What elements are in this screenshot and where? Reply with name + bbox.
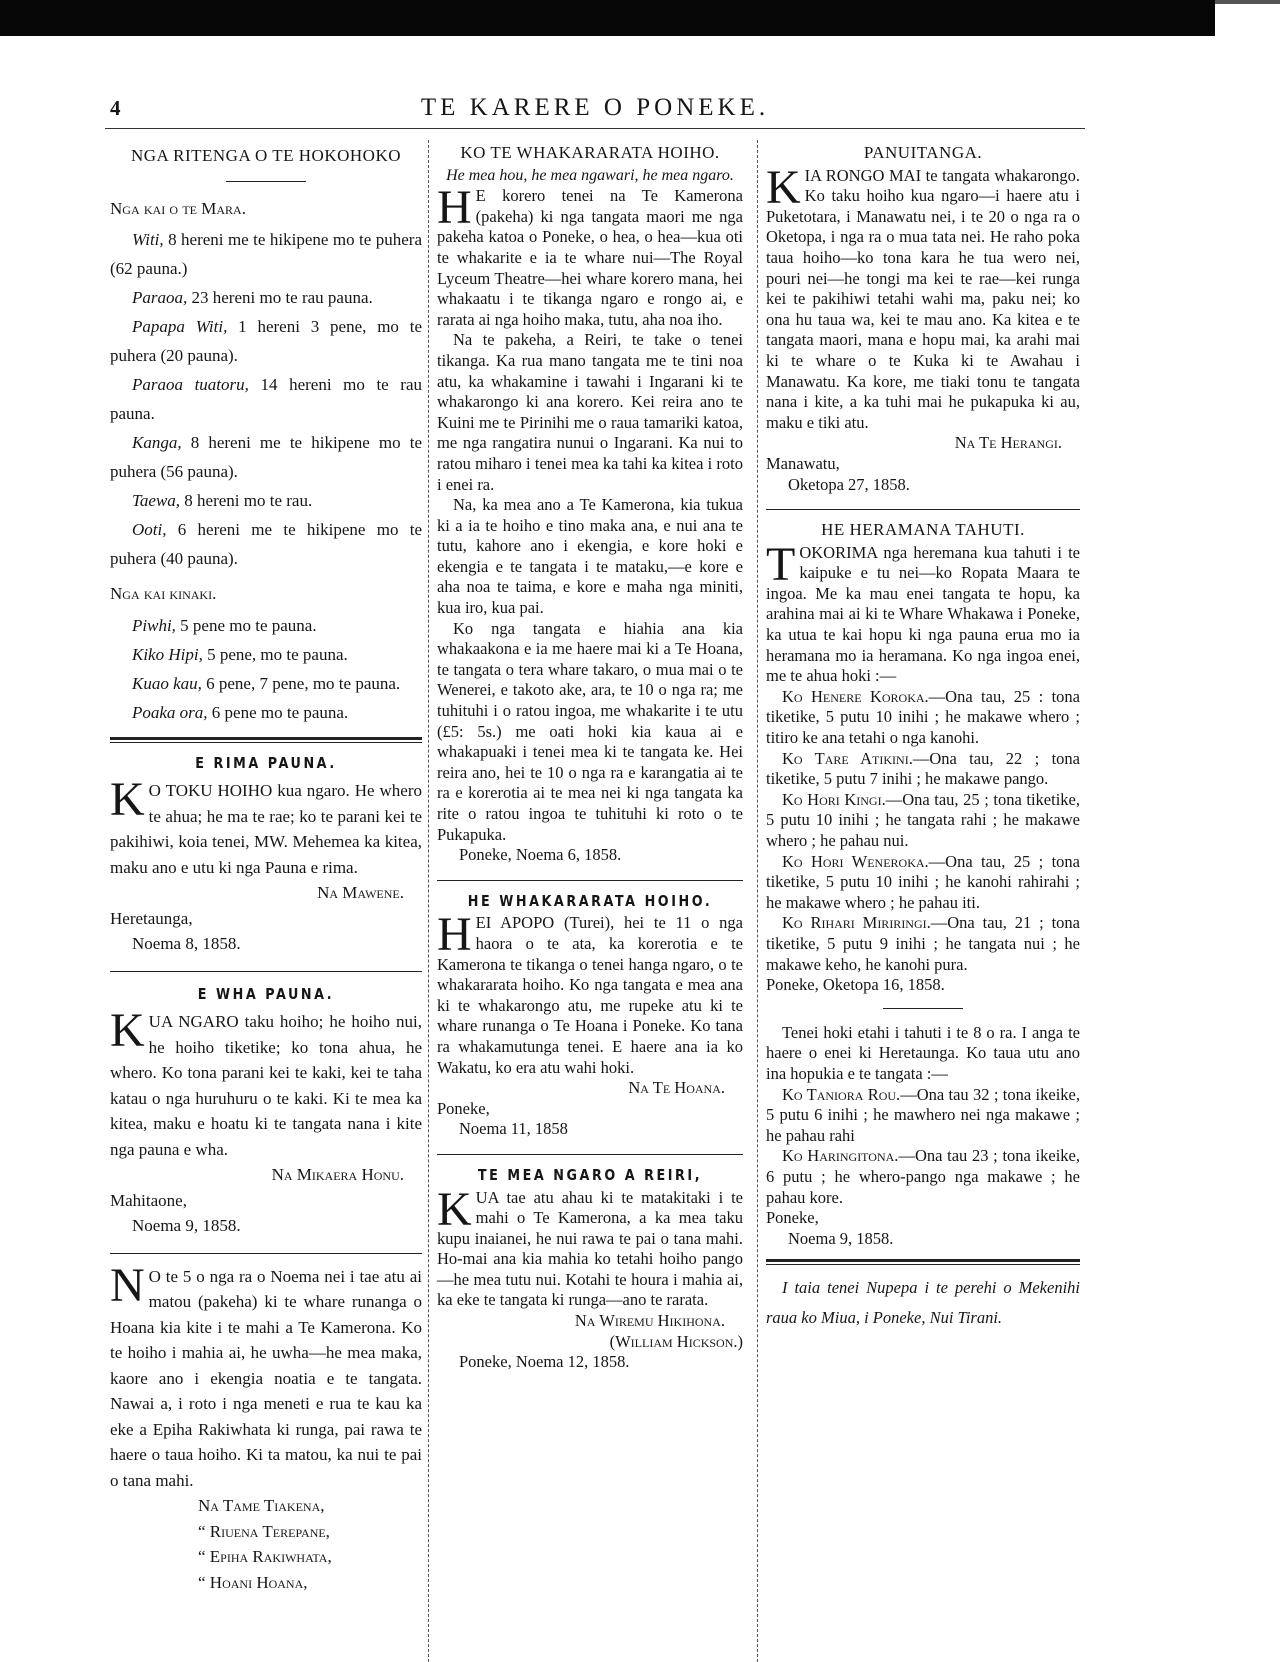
paragraph (110, 1258, 422, 1494)
notice-heading: E RIMA PAUNA. (195, 753, 337, 772)
price-item-value: 6 pene, 7 pene, mo te pauna. (201, 673, 401, 693)
price-item-name: Poaka ora, (132, 702, 208, 722)
paragraph-text: —Ona tau, 25 : tona tiketike, 5 putu 10 inihi ; he makawe whero ; titiro ke ana tetahi o nga kanohi. (766, 686, 1080, 748)
price-item-value: 8 hereni me te hikipene mo te puhera (62 pauna.) (110, 230, 422, 278)
price-item-name: Witi, (132, 230, 164, 249)
scan-top-edge (0, 0, 1215, 36)
price-item (110, 698, 422, 727)
dateline-date: Noema 8, 1858. (132, 934, 241, 953)
signature: Na Mawene. (317, 883, 404, 902)
paragraph-text: Na, ka mea ano a Te Kamerona, kia tukua ki a ia te hoiho e tino maka ana, e nui ana te tutu, kahore ano i ekengia, e kore hoki e ekengia e te tangata i te mataku,—e kore e aha noa te taima, e kore e maha nga miniti, kua iro, kua pai. (437, 495, 743, 618)
paragraph-text: —Ona tau, 21 ; tona tiketike, 5 putu 9 inihi ; he tangata nui ; he makawe keho, he kanohi pura. (766, 913, 1080, 974)
signature-translation: (William Hickson.) (609, 1331, 743, 1351)
masthead (105, 94, 1085, 129)
price-item-value: 5 pene mo te pauna. (175, 615, 317, 635)
price-item (110, 611, 422, 640)
section-label: Nga kai kinaki. (110, 584, 217, 603)
price-item (110, 225, 422, 283)
paragraph (437, 330, 743, 495)
dateline-date: Oketopa 27, 1858. (788, 474, 910, 494)
person-name: Ko Tare Atikini. (782, 748, 913, 768)
dateline-date: Poneke, Noema 6, 1858. (459, 845, 622, 865)
paragraph (766, 1023, 1080, 1085)
section-rule (110, 971, 422, 972)
signatory-name: Na Tame Tiakena, (198, 1496, 325, 1515)
paragraph (766, 913, 1080, 975)
dateline-date: Poneke, Noema 12, 1858. (459, 1352, 630, 1372)
drop-cap: K (110, 1004, 145, 1057)
price-item (110, 370, 422, 428)
price-item (110, 312, 422, 370)
paragraph-text: tae atu ahau ki te matakitaki i te mahi o Te Kamerona, a ka mea taku kupu inaianei, he nui rawa te pai o tana mahi. Ho-mai ana kia mahia ko tetahi hoiho pango—he mea tutu nui. Kotahi te houra i mahia ai, ka eke te tangata ki runga—ano te rarata. (437, 1187, 743, 1310)
lead-caps: UA NGARO (148, 1012, 239, 1031)
price-item (110, 486, 422, 515)
paragraph-text: —Ona tau, 22 ; tona tiketike, 5 putu 7 inihi ; he makawe pango. (766, 748, 1080, 789)
paragraph (437, 495, 743, 619)
signature: Na Mikaera Honu. (271, 1165, 404, 1184)
signature: Na Wiremu Hikihona. (574, 1311, 725, 1331)
paragraph (766, 1085, 1080, 1147)
drop-cap: N (110, 1258, 145, 1312)
lead-caps: O (148, 1266, 161, 1286)
double-rule (110, 737, 422, 743)
price-item-name: Papapa Witi, (132, 317, 228, 336)
price-item-value: 6 hereni me te hikipene mo te puhera (40 pauna). (110, 520, 422, 568)
paragraph-text: —Ona tau, 25 ; tona tiketike, 5 putu 10 inihi ; he tangata rahi ; he makawe whero ; he pahau nui. (766, 789, 1081, 850)
newspaper-title: TE KARERE O PONEKE. (420, 94, 770, 121)
paragraph-text: Na te pakeha, a Reiri, te take o tenei tikanga. Ka rua mano tangata me te tini noa atu, ka whakamine i tawahi i Ingarani ki te whakarongo ki ana korero. Kei reira ano te Kuini me te Pirinihi me o raua tamariki katoa, me nga rangatira nunui o Ingarani. Ka nui to ratou miharo i tenei mea ka tahi ka kitea i roto i enei ra. (437, 330, 743, 494)
price-item-value: 23 hereni mo te rau pauna. (187, 288, 373, 307)
article-heading: NGA RITENGA O TE HOKOHOKO (130, 146, 401, 165)
signatory-name: “ Hoani Hoana, (198, 1572, 308, 1592)
price-item-value: 8 hereni mo te rau. (180, 491, 313, 510)
paragraph-text: Ko nga tangata e hiahia ana kia whakaakona e ia me haere mai ki a Te Hoana, te tangata o tera whare takaro, o mua mai o te Wenerei, e takoto ake, ara, te 10 o nga ra; me tuhituhi i o ratou ingoa, me whakarite i te utu (£5: 5s.) me oati hoki kia kaua ai e whakapuaki i tenei mea ki te tangata ke. Hei reira ano, hei te 10 o nga ra e karangatia ai te ra e korerotia ai te mea nei ki nga tangata ka rite o ratou ingoa te tuhituhi ki roto o te Pukapuka. (437, 618, 743, 844)
lead-caps: UA (475, 1187, 499, 1207)
signature: Na Te Hoana. (628, 1078, 725, 1098)
dateline-date: Noema 11, 1858 (459, 1119, 568, 1139)
price-item-value: 8 hereni me te hikipene mo te puhera (56 pauna). (110, 433, 422, 481)
price-item-name: Kuao kau, (132, 673, 202, 693)
price-item-name: Piwhi, (132, 615, 176, 635)
column-right (766, 140, 1080, 1333)
person-name: Ko Hori Weneroka. (782, 851, 929, 871)
paragraph-text: —Ona tau, 25 ; tona tiketike, 5 putu 10 inihi ; he kanohi rahirahi ; he makawe whero ; he pahau iti. (766, 851, 1080, 912)
column-divider (428, 140, 429, 1662)
dateline-place: Poneke, Oketopa 16, 1858. (766, 975, 945, 995)
section-label: Nga kai o te Mara. (110, 198, 246, 218)
price-item (110, 283, 422, 312)
person-name: Ko Rihari Miriringi. (782, 913, 931, 933)
short-rule (883, 1008, 963, 1009)
signature: Na Te Herangi. (954, 433, 1062, 453)
lead-caps: IA RONGO MAI (804, 165, 922, 185)
scan-top-edge-tail (1215, 0, 1280, 4)
article-heading: KO TE WHAKARARATA HOIHO. (460, 143, 720, 162)
short-rule (226, 181, 306, 182)
printer-imprint: I taia tenei Nupepa i te perehi o Mekenihi raua ko Miua, i Poneke, Nui Tirani. (766, 1278, 1080, 1328)
price-item-value: 14 hereni mo te rau pauna. (110, 375, 422, 423)
paragraph-text: (Turei), hei te 11 o nga haora o te ata, ka korerotia e te Kamerona te tikanga o tenei hanga ngaro, o te whakararata hoiho. Ko nga tangata e mea ana ki te whakarongo atu, me rupeke atu ki te whare runanga o Te Hoana i Poneke. Ko tana ra whakamutunga tenei. E haere ana ia ko Wakatu, ko era atu wahi hoki. (437, 913, 744, 1077)
paragraph (766, 852, 1080, 914)
paragraph-text: taku hoiho; he hoiho nui, he hoiho tiketike; ko tona ahua, he whero. Ko tona parani kei te kaki, kei te taha katau o nga huruhuru o te kaki. Ki te mea ka kitea, maku e hoatu ki te tangata nana i kite nga pauna e wha. (110, 1012, 422, 1159)
paragraph (766, 1146, 1080, 1208)
price-item (110, 515, 422, 573)
paragraph (437, 619, 743, 846)
section-rule (437, 880, 743, 881)
column-middle (437, 140, 743, 1373)
dateline-date: Noema 9, 1858. (788, 1228, 894, 1248)
page-number: 4 (110, 96, 121, 120)
dateline-date: Noema 9, 1858. (132, 1216, 241, 1235)
notice-heading: E WHA PAUNA. (197, 984, 335, 1003)
paragraph (766, 790, 1080, 852)
price-item-name: Paraoa, (132, 288, 188, 307)
price-item-value: 6 pene mo te pauna. (207, 702, 349, 722)
notice-heading: TE MEA NGARO A REIRI, (477, 1165, 703, 1184)
paragraph-text: te 5 o nga ra o Noema nei i tae atu ai matou (pakeha) ki te whare runanga o Hoana kia kite i te mahi a Te Kamerona. Ko te hoiho i mahia ai, he uwha—he mea maka, kaore ano i ekengia noatia e te tangata. Nawai a, i roto i nga meneti e rua te kau ka eke a Epiha Rakiwhata ki runga, pai rawa te haere o taua hoiho. Ki ta matou, ka nui te pai o tana mahi. (110, 1266, 422, 1490)
person-name: Ko Hori Kingi. (782, 789, 886, 809)
drop-cap: H (437, 181, 472, 235)
drop-cap: K (110, 773, 145, 826)
dateline-place: Mahitaone, (110, 1190, 187, 1210)
dateline-place: Manawatu, (766, 453, 840, 473)
section-rule (766, 509, 1080, 510)
paragraph-text: nga heremana kua tahuti i te kaipuke e tu nei—ko Ropata Maara te ingoa. Me ka mau enei tangata te hopu, ka arahina mai ai ki te Whare Whakawa i Poneke, ka utua te kai hopu ki nga pauna erua mo ia heramana mo ia heramana. Ko nga ingoa enei, me te ahua hoki :— (766, 542, 1080, 686)
price-item-name: Taewa, (132, 491, 181, 510)
column-left (110, 140, 422, 1595)
price-item-name: Ooti, (132, 520, 167, 539)
price-item (110, 669, 422, 698)
drop-cap: H (437, 908, 472, 962)
notice-heading: HE WHAKARARATA HOIHO. (467, 891, 713, 910)
drop-cap: T (766, 537, 796, 591)
signatory-name: “ Riuena Terepane, (198, 1521, 330, 1541)
drop-cap: K (437, 1182, 472, 1236)
signatory-name: “ Epiha Rakiwhata, (198, 1547, 332, 1566)
dateline-place: Heretaunga, (110, 908, 193, 928)
article-heading: HE HERAMANA TAHUTI. (821, 520, 1025, 540)
paragraph-text: —Ona tau 23 ; tona ikeike, 6 putu ; he whero-pango nga makawe ; he pahau kore. (766, 1146, 1080, 1207)
person-name: Ko Taniora Rou. (782, 1084, 901, 1104)
paragraph (437, 1182, 743, 1312)
price-item (110, 428, 422, 486)
paragraph (766, 749, 1080, 790)
paragraph-text: kua ngaro. He whero te ahua; he ma te rae; ko te parani kei te pakihiwi, koia tenei, MW. Mehemea ka kitea, maku ano e utu ki nga Pauna e rima. (110, 781, 422, 877)
person-name: Ko Haringitona. (782, 1146, 899, 1166)
price-item-name: Kiko Hipi, (132, 644, 203, 664)
paragraph (766, 687, 1080, 749)
lead-caps: EI APOPO (475, 913, 555, 933)
price-item-value: 1 hereni 3 pene, mo te puhera (20 pauna). (110, 317, 422, 365)
paragraph (110, 1004, 422, 1162)
paragraph (766, 537, 1080, 687)
paragraph-text: Tenei hoki etahi i tahuti i te 8 o ra. I anga te haere o enei ki Heretaunga. Ko taua utu ano ina hopukia e te tangata :— (766, 1022, 1080, 1083)
price-item-name: Kanga, (132, 433, 182, 452)
drop-cap: K (766, 160, 801, 214)
person-name: Ko Henere Koroka. (782, 686, 929, 706)
column-divider (757, 140, 758, 1662)
paragraph (437, 908, 744, 1078)
paragraph-text: E korero tenei na Te Kamerona (pakeha) ki nga tangata maori me nga pakeha katoa o Poneke, o hea, o hea—kua oti te whakarite e ia te whare nui—The Royal Lyceum Theatre—hei whare korero mana, hei whakaatu i te tikanga ngaro e rongo ai, e rarata ai nga hoiho maka, tutu, aha noa iho. (437, 186, 743, 329)
paragraph (437, 181, 743, 330)
section-rule (110, 1253, 422, 1254)
paragraph (766, 160, 1080, 434)
price-item-name: Paraoa tuatoru, (132, 375, 249, 394)
dateline-place: Poneke, (437, 1098, 490, 1118)
dateline-place: Poneke, (766, 1208, 819, 1228)
price-item-value: 5 pene, mo te pauna. (202, 644, 348, 664)
double-rule (766, 1259, 1080, 1265)
price-item (110, 640, 422, 669)
paragraph-text: te tangata whakarongo. Ko taku hoiho kua ngaro—i haere atu i Puketotara, i Manawatu nei, i te 20 o nga ra o Oketopa, i nga ra o mua tata nei. He raho poka taua hoiho—ko tona kara he tua wero nei, pouri nei—he tongi ma kei te rae—kei runga kei te pakihiwi tetahi wahi ma, paku nei; ko ona hu taua wa, kei te mau ano. Ka kitea e te tangata maori, mana e hopu mai, ka arahi mai ki te whare o te Kuka ki te Awahau i Manawatu. Ka kore, me tiaki tonu te tangata nana i kite, a ka tuhi mai he pukapuka ki au, maku e tiki atu. (766, 165, 1080, 432)
lead-caps: O TOKU HOIHO (148, 781, 273, 800)
article-heading: PANUITANGA. (863, 143, 983, 162)
section-rule (437, 1154, 743, 1155)
paragraph-text: —Ona tau 32 ; tona ikeike, 5 putu 6 inihi ; he mawhero nei nga makawe ; he pahau rahi (766, 1084, 1080, 1145)
paragraph (110, 773, 422, 880)
lead-caps: OKORIMA (799, 542, 878, 562)
article-subtitle: He mea hou, he mea ngawari, he mea ngaro. (446, 166, 734, 184)
